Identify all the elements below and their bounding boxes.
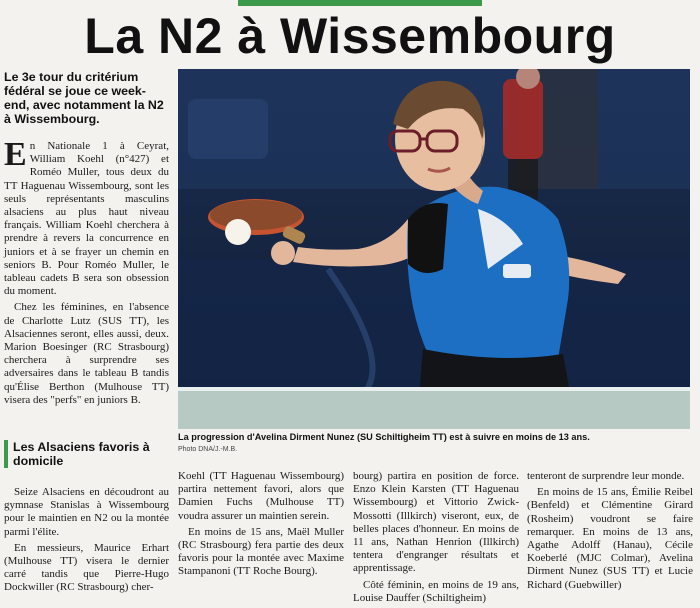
article-column-1 bbox=[4, 136, 169, 410]
body-paragraph: bourg) partira en position de force. Enzo Klein Karsten (TT Haguenau Wissembourg) et Vittorio Zwick-Mossotti (Illkirch) viseront, eux, de belles places d'honneur. En moins de 11 ans, Nathan Henrion (Illkirch) tentera d'engranger résultats et apprentissage. bbox=[353, 470, 519, 575]
body-paragraph: En messieurs, Maurice Erhart (Mulhouse TT) visera le dernier carré tandis que Pierre-Hugo Dockwiller (RC Strasbourg) cher- bbox=[4, 541, 169, 594]
lead-paragraph: Le 3e tour du critérium fédéral se joue ce week-end, avec notamment la N2 à Wissembourg. bbox=[4, 70, 164, 126]
body-paragraph: En Nationale 1 à Ceyrat, William Koehl (n°427) et Roméo Muller, tous deux du TT Haguenau Wissembourg, sont les seuls représentants masculins alsaciens au plus haut niveau français. William Koehl cherchera à prendre à revers la concurrence en juniors et à se frayer un chemin en seniors B. Pour Roméo Muller, le tableau cadets B sera son obsession du moment. bbox=[4, 136, 169, 298]
drop-cap: E bbox=[4, 136, 27, 173]
body-paragraph: En moins de 15 ans, Émilie Reibel (Benfeld) et Clémentine Girard (Rosheim) voudront se faire remarquer. En moins de 13 ans, Agathe Adolff (Hanau), Cécile Koeberlé (MJC Colmar), Avelina Dirment Nunez (SUS TT) et Lucie Richard (Guebwiller) bbox=[527, 486, 693, 591]
ball bbox=[225, 219, 251, 245]
background-player bbox=[503, 69, 543, 209]
headline: La N2 à Wissembourg bbox=[84, 8, 616, 64]
table-tennis-photo bbox=[178, 69, 690, 429]
body-paragraph: Chez les féminines, en l'absence de Charlotte Lutz (SUS TT), les Alsaciennes seront, elles aussi, deux. Marion Boesinger (RC Strasbourg) cherchera à surprendre ses adversaires dans le tableau B tandis qu'Élise Berthon (Mulhouse TT) visera des "perfs" en juniors B. bbox=[4, 301, 169, 406]
body-paragraph: tenteront de surprendre leur monde. bbox=[527, 470, 685, 482]
player-illustration bbox=[178, 69, 690, 429]
photo-caption: La progression d'Avelina Dirment Nunez (SU Schiltigheim TT) est à suivre en moins de 13 ans. bbox=[178, 432, 590, 442]
article-column-3 bbox=[353, 470, 519, 608]
photo-credit: Photo DNA/J.-M.B. bbox=[178, 446, 238, 453]
article-column-4 bbox=[527, 470, 693, 595]
body-paragraph: Seize Alsaciens en découdront au gymnase Stanislas à Wissembourg pour le maintien en N2 ou la montée parmi l'élite. bbox=[4, 486, 169, 538]
body-paragraph: Koehl (TT Haguenau Wissembourg) partira nettement favori, alors que Damien Fuchs (Mulhouse TT) voudra assurer un maintien serein. bbox=[178, 470, 344, 522]
body-paragraph: En moins de 15 ans, Maël Muller (RC Strasbourg) fera partie des deux favoris pour la montée avec Maxime Stampanoni (TT Roche Bourg). bbox=[178, 525, 344, 578]
body-paragraph: Côté féminin, en moins de 19 ans, Louise Dauffer (Schiltigheim) bbox=[353, 578, 519, 604]
article-column-1b bbox=[4, 486, 169, 598]
article-column-2 bbox=[178, 470, 344, 582]
subheading: Les Alsaciens favoris à domicile bbox=[4, 440, 169, 468]
